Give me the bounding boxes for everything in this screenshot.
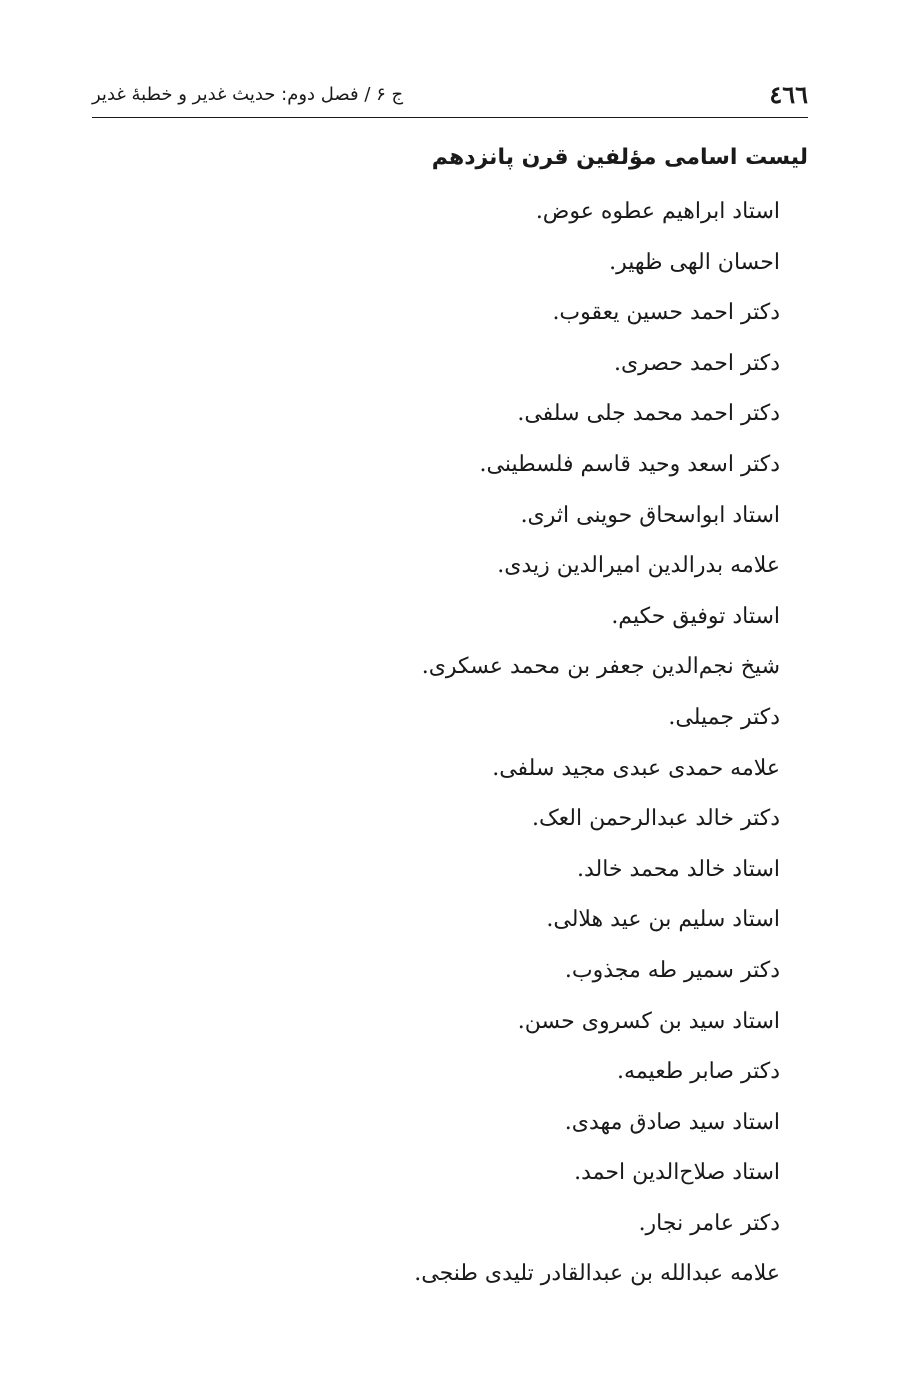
section-title: ليست اسامی مؤلفين قرن پانزدهم [431,145,808,170]
list-item: دكتر سمير طه مجذوب. [564,957,780,983]
list-item: دكتر احمد محمد جلی سلفی. [517,401,780,427]
list-item: دكتر احمد حصری. [613,350,780,376]
list-item: استاد خالد محمد خالد. [576,856,780,882]
list-item: استاد ابراهيم عطوه عوض. [535,199,780,224]
list-item: علامه عبدالله بن عبدالقادر تليدی طنجی. [414,1261,780,1287]
list-item: استاد سيد صادق مهدی. [564,1109,780,1135]
author-list [414,187,780,1300]
list-item: علامه حمدی عبدی مجيد سلفی. [492,755,780,781]
running-head [92,74,808,114]
list-item: دكتر خالد عبدالرحمن العک. [531,806,780,832]
page-number: ٤٦٦ [769,79,808,109]
list-item: دكتر اسعد وحيد قاسم فلسطينی. [479,451,780,477]
running-head-title: ج ۶ / فصل دوم: حديث غدير و خطبهٔ غدير [92,83,404,105]
header-rule [92,117,808,118]
list-item: استاد سيد بن كسروی حسن. [517,1008,780,1034]
list-item: دكتر صابر طعيمه. [617,1059,780,1085]
list-item: دكتر عامر نجار. [638,1210,780,1236]
list-item: دكتر احمد حسين يعقوب. [552,300,780,326]
list-item: احسان الهی ظهير. [609,249,780,275]
list-item: دكتر جميلی. [668,704,780,730]
list-item: استاد صلاح‌الدين احمد. [574,1160,780,1186]
list-item: استاد سليم بن عيد هلالی. [546,907,780,933]
list-item: علامه بدرالدين اميرالدين زيدی. [497,553,780,579]
list-item: شيخ نجم‌الدين جعفر بن محمد عسكری. [421,654,780,680]
list-item: استاد توفيق حكيم. [611,603,780,629]
list-item: استاد ابواسحاق حوينی اثری. [520,502,780,528]
